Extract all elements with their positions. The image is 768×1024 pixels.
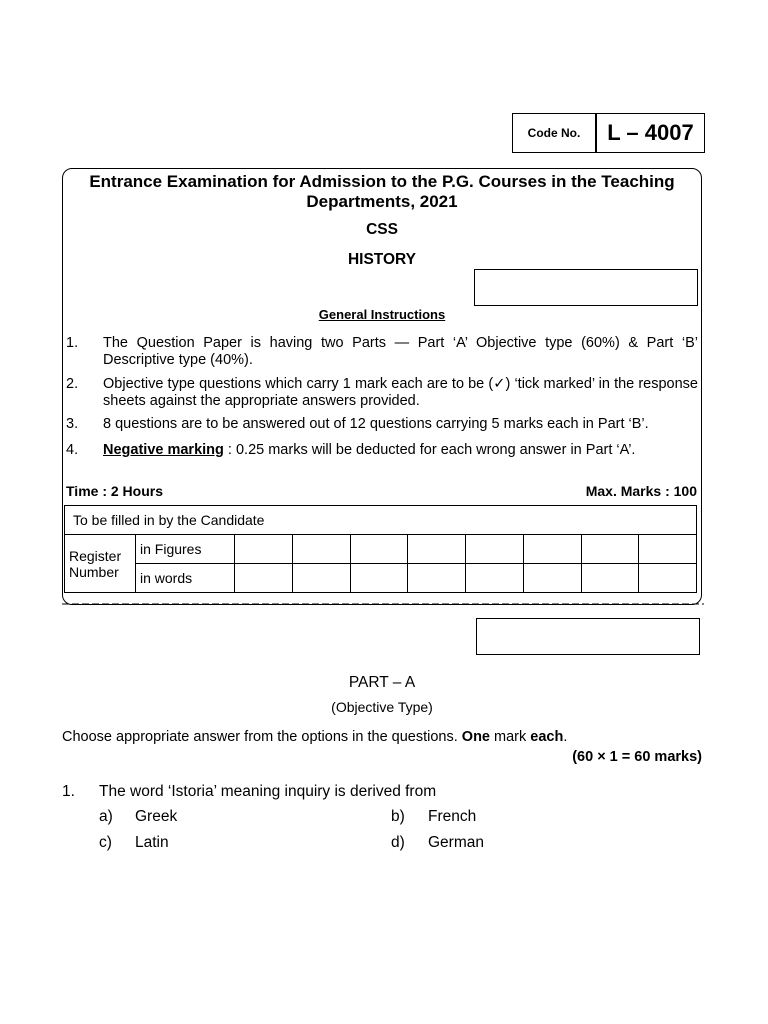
instruction-number: 1. xyxy=(66,335,79,351)
instruction-bold-one: One xyxy=(461,729,490,745)
option-text: German xyxy=(428,834,484,851)
answer-booklet-number-box[interactable] xyxy=(474,269,698,306)
subject-code: CSS xyxy=(366,221,398,238)
instruction-bold-each: each xyxy=(530,729,564,745)
register-figure-cell[interactable] xyxy=(581,535,639,564)
register-word-cell[interactable] xyxy=(581,564,639,593)
instruction-text: mark xyxy=(490,729,531,745)
register-word-cell[interactable] xyxy=(235,564,293,593)
register-figure-cell[interactable] xyxy=(408,535,466,564)
register-word-cell[interactable] xyxy=(350,564,408,593)
register-word-cell[interactable] xyxy=(466,564,524,593)
option-text: Latin xyxy=(135,834,169,851)
register-figure-cell[interactable] xyxy=(350,535,408,564)
cut-line-divider xyxy=(62,600,704,612)
instruction-number: 3. xyxy=(66,416,79,432)
subject-name: HISTORY xyxy=(347,251,417,268)
option-key: b) xyxy=(391,808,405,825)
register-figure-cell[interactable] xyxy=(639,535,697,564)
option-text: Greek xyxy=(135,808,178,825)
question-number: 1. xyxy=(62,783,75,800)
instruction-text: Objective type questions which carry 1 mark each are to be (✓) ‘tick marked’ in the response sheets against the appropriate answers provided. xyxy=(103,376,698,409)
part-a-instruction xyxy=(62,729,567,745)
instruction-number: 4. xyxy=(66,442,79,458)
candidate-table-heading: To be filled in by the Candidate xyxy=(65,506,697,535)
register-figure-cell[interactable] xyxy=(235,535,293,564)
negative-marking-text: : 0.25 marks will be deducted for each wrong answer in Part ‘A’. xyxy=(223,442,636,458)
option-key: a) xyxy=(99,808,113,825)
register-figure-cell[interactable] xyxy=(523,535,581,564)
register-number-label: Register Number xyxy=(65,535,136,593)
time-allowed: Time : 2 Hours xyxy=(66,483,163,499)
register-figure-cell[interactable] xyxy=(466,535,524,564)
part-a-number-box[interactable] xyxy=(476,618,700,655)
candidate-register-table xyxy=(64,505,697,593)
exam-title-line2: Departments, 2021 xyxy=(306,192,458,211)
instruction-text: Choose appropriate answer from the options in the questions. xyxy=(62,729,462,745)
option-text: French xyxy=(428,808,477,825)
instruction-text: . xyxy=(563,729,568,745)
part-a-title: PART – A xyxy=(348,674,416,691)
part-a-subtitle: (Objective Type) xyxy=(331,699,433,715)
register-word-cell[interactable] xyxy=(408,564,466,593)
exam-title-line1: Entrance Examination for Admission to the P.G. Courses in the Teaching xyxy=(89,172,675,191)
register-figure-cell[interactable] xyxy=(292,535,350,564)
code-number-box xyxy=(512,113,705,153)
option-key: c) xyxy=(99,834,112,851)
option-key: d) xyxy=(391,834,405,851)
register-word-cell[interactable] xyxy=(523,564,581,593)
part-a-marks: (60 × 1 = 60 marks) xyxy=(572,749,702,765)
instruction-text: 8 questions are to be answered out of 12 questions carrying 5 marks each in Part ‘B’. xyxy=(103,416,649,432)
question-text: The word ‘Istoria’ meaning inquiry is derived from xyxy=(99,783,437,800)
code-label: Code No. xyxy=(513,114,597,152)
in-figures-label: in Figures xyxy=(136,535,235,564)
instruction-text xyxy=(103,442,698,459)
code-value: L – 4007 xyxy=(607,120,694,145)
instruction-number: 2. xyxy=(66,376,79,392)
general-instructions-heading: General Instructions xyxy=(318,307,446,322)
register-word-cell[interactable] xyxy=(292,564,350,593)
negative-marking-label: Negative marking xyxy=(103,442,224,458)
register-word-cell[interactable] xyxy=(639,564,697,593)
instruction-text: The Question Paper is having two Parts — Part ‘A’ Objective type (60%) & Part ‘B’ Descriptive type (40%). xyxy=(103,335,698,368)
in-words-label: in words xyxy=(136,564,235,593)
max-marks: Max. Marks : 100 xyxy=(585,483,697,499)
